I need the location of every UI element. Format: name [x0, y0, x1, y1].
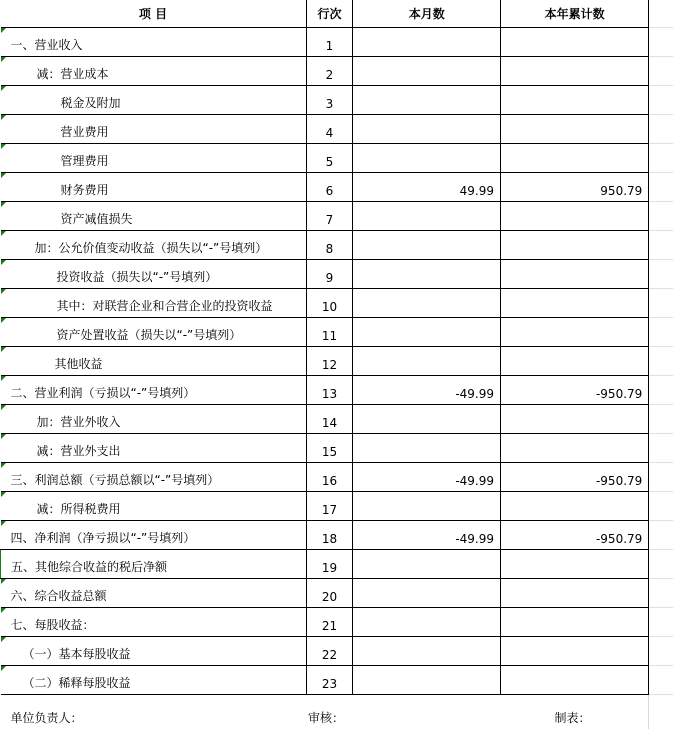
year-cell[interactable] — [501, 173, 649, 202]
item-label: 减：营业成本 — [36, 67, 109, 81]
line-no-cell[interactable] — [306, 405, 353, 434]
month-cell[interactable] — [353, 463, 501, 492]
item-label: 减：营业外支出 — [36, 444, 121, 458]
year-cell[interactable] — [501, 492, 649, 521]
item-cell[interactable] — [1, 115, 307, 144]
table-row — [1, 318, 673, 347]
line-no-cell[interactable] — [306, 463, 353, 492]
year-cell[interactable] — [501, 115, 649, 144]
item-label: 营业费用 — [60, 125, 109, 139]
year-cell[interactable] — [501, 57, 649, 86]
line-no-cell[interactable] — [306, 550, 353, 579]
spare-cell[interactable] — [649, 434, 673, 463]
preparer-cell[interactable] — [501, 695, 649, 730]
year-cell[interactable] — [501, 144, 649, 173]
table-row — [1, 202, 673, 231]
item-label: 资产处置收益（损失以“-”号填列） — [56, 328, 242, 342]
table-row — [1, 260, 673, 289]
line-no: 14 — [321, 416, 338, 430]
table-row — [1, 492, 673, 521]
month-value: 49.99 — [459, 184, 495, 198]
spare-cell[interactable] — [649, 86, 673, 115]
year-cell[interactable] — [501, 434, 649, 463]
item-label: （一）基本每股收益 — [22, 647, 131, 661]
year-cell[interactable] — [501, 347, 649, 376]
spare-cell[interactable] — [649, 115, 673, 144]
item-label: 其中：对联营企业和合营企业的投资收益 — [56, 299, 273, 313]
line-no-cell[interactable] — [306, 434, 353, 463]
month-cell[interactable] — [353, 173, 501, 202]
line-no: 23 — [321, 677, 338, 691]
line-no-cell[interactable] — [306, 492, 353, 521]
line-no: 21 — [321, 619, 338, 633]
item-label: 二、营业利润（亏损以“-”号填列） — [10, 386, 196, 400]
line-no-cell[interactable] — [306, 318, 353, 347]
spare-cell[interactable] — [649, 318, 673, 347]
table-row — [1, 579, 673, 608]
item-label: 投资收益（损失以“-”号填列） — [56, 270, 218, 284]
year-cell[interactable] — [501, 405, 649, 434]
item-label: 七、每股收益： — [10, 618, 95, 632]
line-no-cell[interactable] — [306, 28, 353, 57]
line-no: 5 — [325, 155, 334, 169]
spare-cell[interactable] — [649, 202, 673, 231]
month-value: -49.99 — [455, 532, 495, 546]
line-no: 19 — [321, 561, 338, 575]
line-no-cell[interactable] — [306, 173, 353, 202]
responsible-cell[interactable] — [1, 695, 307, 730]
month-value: -49.99 — [455, 387, 495, 401]
item-cell[interactable] — [1, 637, 307, 666]
month-cell[interactable] — [353, 57, 501, 86]
item-label: 加：营业外收入 — [36, 415, 121, 429]
spare-cell[interactable] — [649, 608, 673, 637]
item-cell[interactable] — [1, 173, 307, 202]
table-row — [1, 521, 673, 550]
table-row — [1, 376, 673, 405]
month-cell[interactable] — [353, 434, 501, 463]
line-no: 20 — [321, 590, 338, 604]
line-no-cell[interactable] — [306, 376, 353, 405]
item-cell[interactable] — [1, 289, 307, 318]
spare-cell[interactable] — [649, 347, 673, 376]
item-label: 五、其他综合收益的税后净额 — [11, 560, 168, 574]
spare-cell[interactable] — [649, 57, 673, 86]
table-row — [1, 231, 673, 260]
item-cell[interactable] — [1, 144, 307, 173]
table-row — [1, 115, 673, 144]
header-row — [1, 0, 673, 28]
year-cell[interactable] — [501, 202, 649, 231]
year-cell[interactable] — [501, 463, 649, 492]
header-month-cell[interactable] — [353, 0, 501, 28]
month-cell[interactable] — [353, 260, 501, 289]
item-cell[interactable] — [1, 28, 307, 57]
line-no-cell[interactable] — [306, 608, 353, 637]
line-no: 18 — [321, 532, 338, 546]
month-cell[interactable] — [353, 376, 501, 405]
table-row — [1, 637, 673, 666]
year-cell[interactable] — [501, 318, 649, 347]
month-cell[interactable] — [353, 666, 501, 695]
month-cell[interactable] — [353, 347, 501, 376]
header-no-cell[interactable] — [306, 0, 353, 28]
header-year-cell[interactable] — [501, 0, 649, 28]
spare-cell[interactable] — [649, 579, 673, 608]
item-cell[interactable] — [1, 550, 307, 579]
item-label: 四、净利润（净亏损以“-”号填列） — [10, 531, 196, 545]
month-cell[interactable] — [353, 144, 501, 173]
spare-cell[interactable] — [649, 463, 673, 492]
line-no-cell[interactable] — [306, 521, 353, 550]
spare-cell[interactable] — [649, 0, 673, 28]
header-year-label: 本年累计数 — [544, 7, 605, 21]
year-cell[interactable] — [501, 28, 649, 57]
header-no-label: 行次 — [317, 7, 342, 21]
table-row — [1, 550, 673, 579]
item-label: 加：公允价值变动收益（损失以“-”号填列） — [34, 241, 268, 255]
spare-cell[interactable] — [649, 28, 673, 57]
item-cell[interactable] — [1, 202, 307, 231]
line-no: 1 — [325, 39, 334, 53]
preparer-label: 制表： — [554, 711, 591, 725]
year-value: -950.79 — [595, 387, 643, 401]
item-cell[interactable] — [1, 521, 307, 550]
year-cell[interactable] — [501, 550, 649, 579]
item-cell[interactable] — [1, 405, 307, 434]
line-no: 8 — [325, 242, 334, 256]
line-no-cell[interactable] — [306, 579, 353, 608]
signature-row — [1, 695, 673, 730]
item-cell[interactable] — [1, 434, 307, 463]
line-no: 3 — [325, 97, 334, 111]
month-cell[interactable] — [353, 28, 501, 57]
month-cell[interactable] — [353, 579, 501, 608]
line-no: 11 — [321, 329, 338, 343]
item-label: 税金及附加 — [60, 96, 121, 110]
item-cell[interactable] — [1, 260, 307, 289]
line-no: 4 — [325, 126, 334, 140]
item-label: 六、综合收益总额 — [10, 589, 107, 603]
item-cell[interactable] — [1, 579, 307, 608]
spare-cell[interactable] — [649, 231, 673, 260]
header-month-label: 本月数 — [408, 7, 445, 21]
month-value: -49.99 — [455, 474, 495, 488]
item-label: 财务费用 — [60, 183, 109, 197]
table-row — [1, 405, 673, 434]
header-item-label: 项 目 — [138, 7, 168, 21]
spare-cell[interactable] — [649, 695, 673, 730]
year-value: -950.79 — [595, 532, 643, 546]
line-no: 10 — [321, 300, 338, 314]
table-row — [1, 57, 673, 86]
year-cell[interactable] — [501, 86, 649, 115]
line-no: 12 — [321, 358, 338, 372]
table-row — [1, 347, 673, 376]
line-no-cell[interactable] — [306, 57, 353, 86]
line-no: 15 — [321, 445, 338, 459]
line-no: 2 — [325, 68, 334, 82]
item-cell[interactable] — [1, 492, 307, 521]
line-no-cell[interactable] — [306, 637, 353, 666]
month-cell[interactable] — [353, 231, 501, 260]
header-item-cell[interactable] — [1, 0, 307, 28]
month-cell[interactable] — [353, 608, 501, 637]
month-cell[interactable] — [353, 637, 501, 666]
reviewer-blank-cell[interactable] — [353, 695, 501, 730]
spare-cell[interactable] — [649, 289, 673, 318]
item-cell[interactable] — [1, 86, 307, 115]
month-cell[interactable] — [353, 521, 501, 550]
line-no-cell[interactable] — [306, 666, 353, 695]
table-row — [1, 434, 673, 463]
year-value: -950.79 — [595, 474, 643, 488]
year-cell[interactable] — [501, 521, 649, 550]
table-row — [1, 666, 673, 695]
item-label: 减：所得税费用 — [36, 502, 121, 516]
line-no-cell[interactable] — [306, 231, 353, 260]
year-cell[interactable] — [501, 231, 649, 260]
item-cell[interactable] — [1, 608, 307, 637]
month-cell[interactable] — [353, 202, 501, 231]
table-row — [1, 144, 673, 173]
line-no: 6 — [325, 184, 334, 198]
line-no-cell[interactable] — [306, 86, 353, 115]
month-cell[interactable] — [353, 405, 501, 434]
month-cell[interactable] — [353, 492, 501, 521]
line-no-cell[interactable] — [306, 260, 353, 289]
line-no: 13 — [321, 387, 338, 401]
line-no: 9 — [325, 271, 334, 285]
line-no-cell[interactable] — [306, 289, 353, 318]
spare-cell[interactable] — [649, 637, 673, 666]
item-label: 其他收益 — [54, 357, 103, 371]
item-cell[interactable] — [1, 347, 307, 376]
item-cell[interactable] — [1, 231, 307, 260]
table-row — [1, 28, 673, 57]
year-cell[interactable] — [501, 376, 649, 405]
month-cell[interactable] — [353, 318, 501, 347]
spare-cell[interactable] — [649, 405, 673, 434]
year-cell[interactable] — [501, 289, 649, 318]
month-cell[interactable] — [353, 115, 501, 144]
item-cell[interactable] — [1, 666, 307, 695]
reviewer-cell[interactable] — [306, 695, 353, 730]
year-cell[interactable] — [501, 260, 649, 289]
item-cell[interactable] — [1, 376, 307, 405]
spare-cell[interactable] — [649, 492, 673, 521]
line-no: 7 — [325, 213, 334, 227]
year-cell[interactable] — [501, 666, 649, 695]
table-row — [1, 463, 673, 492]
line-no-cell[interactable] — [306, 347, 353, 376]
spare-cell[interactable] — [649, 666, 673, 695]
year-cell[interactable] — [501, 608, 649, 637]
table-row — [1, 86, 673, 115]
line-no: 17 — [321, 503, 338, 517]
line-no: 16 — [321, 474, 338, 488]
month-cell[interactable] — [353, 550, 501, 579]
line-no: 22 — [321, 648, 338, 662]
line-no-cell[interactable] — [306, 115, 353, 144]
spare-cell[interactable] — [649, 260, 673, 289]
item-label: 一、营业收入 — [10, 38, 83, 52]
year-cell[interactable] — [501, 579, 649, 608]
spare-cell[interactable] — [649, 144, 673, 173]
spare-cell[interactable] — [649, 376, 673, 405]
line-no-cell[interactable] — [306, 202, 353, 231]
reviewer-label: 审核： — [308, 711, 345, 725]
year-cell[interactable] — [501, 637, 649, 666]
item-cell[interactable] — [1, 318, 307, 347]
item-label: 三、利润总额（亏损总额以“-”号填列） — [10, 473, 220, 487]
spare-cell[interactable] — [649, 521, 673, 550]
month-cell[interactable] — [353, 289, 501, 318]
year-value: 950.79 — [600, 184, 643, 198]
responsible-label: 单位负责人： — [10, 711, 83, 725]
line-no-cell[interactable] — [306, 144, 353, 173]
table-row — [1, 173, 673, 202]
item-cell[interactable] — [1, 463, 307, 492]
month-cell[interactable] — [353, 86, 501, 115]
item-label: 资产减值损失 — [60, 212, 133, 226]
item-label: 管理费用 — [60, 154, 109, 168]
item-label: （二）稀释每股收益 — [22, 676, 131, 690]
table-row — [1, 289, 673, 318]
spare-cell[interactable] — [649, 173, 673, 202]
table-row — [1, 608, 673, 637]
item-cell[interactable] — [1, 57, 307, 86]
spare-cell[interactable] — [649, 550, 673, 579]
